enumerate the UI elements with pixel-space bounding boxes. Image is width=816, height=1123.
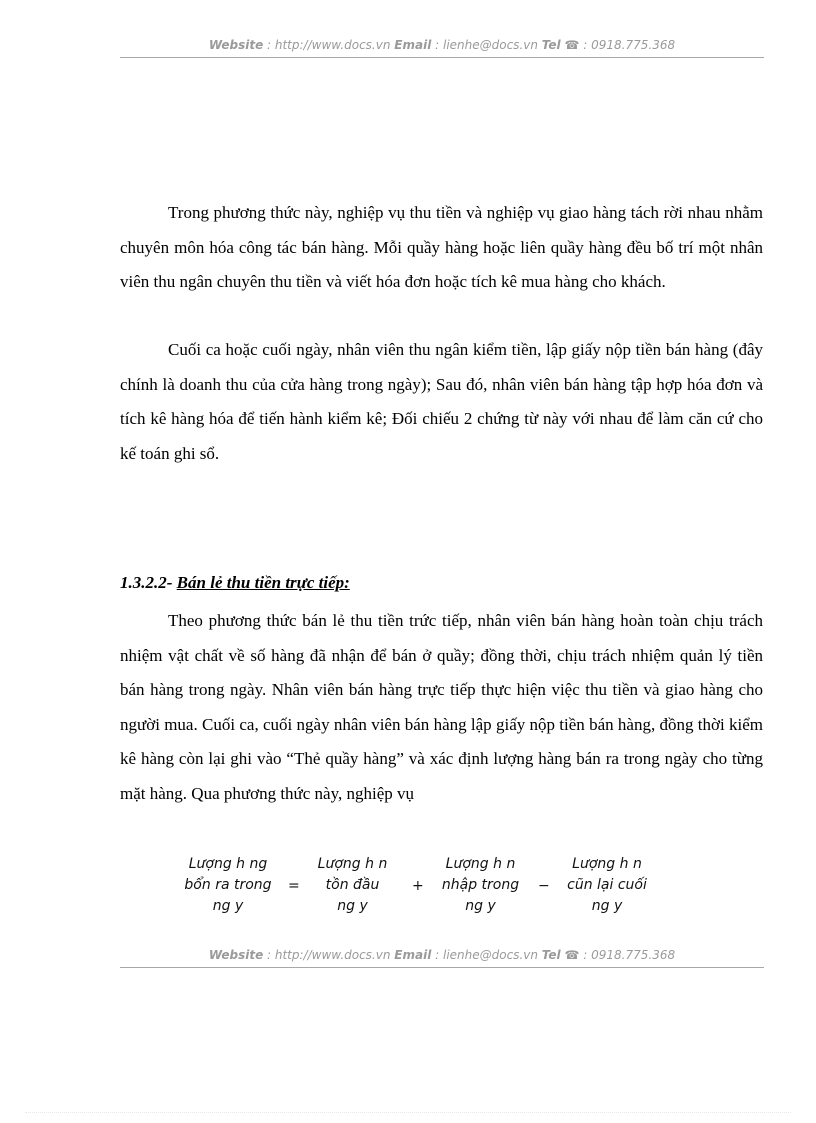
plus-operator: + [412, 878, 424, 894]
term-line: nhập trong [441, 877, 520, 893]
website-value: : http://www.docs.vn [263, 948, 395, 962]
formula-term-closing [552, 854, 662, 917]
website-label: Website [208, 948, 264, 962]
formula-term-opening [300, 854, 405, 917]
sales-formula [160, 854, 680, 924]
paragraph-2-text: Cuối ca hoặc cuối ngày, nhân viên thu ngân kiểm tiền, lập giấy nộp tiền bán hàng (đây chính là doanh thu của cửa hàng trong ngày); Sau đó, nhân viên bán hàng tập hợp hóa đơn và tích kê hàng hóa để tiến hành kiểm kê; Đối chiếu 2 chứng từ này với nhau để làm căn cứ cho kế toán ghi sổ. [120, 340, 763, 463]
phone-icon: ☎ [564, 948, 580, 962]
tel-value: : 0918.775.368 [579, 948, 676, 962]
term-line: ng y [591, 898, 623, 914]
paragraph-2 [120, 333, 763, 471]
paragraph-1 [120, 196, 763, 300]
tel-value: : 0918.775.368 [579, 38, 676, 52]
email-value: : lienhe@docs.vn [431, 38, 542, 52]
website-value: : http://www.docs.vn [263, 38, 395, 52]
term-line: ng y [337, 898, 368, 914]
page-footer [120, 948, 764, 968]
term-line: Lượng h n [317, 856, 388, 872]
phone-icon: ☎ [564, 38, 580, 52]
term-line: ng y [212, 898, 244, 914]
section-paragraph [120, 604, 763, 811]
page-header [120, 38, 764, 58]
equals-operator: = [288, 878, 300, 894]
term-line: bổn ra trong [184, 877, 272, 893]
tel-label: Tel [541, 948, 561, 962]
section-paragraph-text: Theo phương thức bán lẻ thu tiền trức tiếp, nhân viên bán hàng hoàn toàn chịu trách nhiệm vật chất về số hàng đã nhận để bán ở quầy; đồng thời, chịu trách nhiệm quản lý tiền bán hàng trong ngày. Nhân viên bán hàng trực tiếp thực hiện việc thu tiền và giao hàng cho người mua. Cuối ca, cuối ngày nhân viên bán hàng lập giấy nộp tiền bán hàng, đồng thời kiểm kê hàng còn lại ghi vào “Thẻ quầy hàng” và xác định lượng hàng bán ra trong ngày cho từng mặt hàng. Qua phương thức này, nghiệp vụ [120, 611, 763, 803]
email-label: Email [394, 948, 432, 962]
email-label: Email [394, 38, 432, 52]
section-heading [120, 573, 350, 593]
formula-term-sold [168, 854, 288, 917]
term-line: Lượng h n [445, 856, 516, 872]
tel-label: Tel [541, 38, 561, 52]
term-line: Lượng h n [572, 856, 642, 872]
section-number: 1.3.2.2- [120, 573, 177, 592]
term-line: Lượng h ng [188, 856, 268, 872]
paragraph-1-text: Trong phương thức này, nghiệp vụ thu tiền và nghiệp vụ giao hàng tách rời nhau nhằm chuyên môn hóa công tác bán hàng. Mỗi quầy hàng hoặc liên quầy hàng đều bố trí một nhân viên thu ngân chuyên thu tiền và viết hóa đơn hoặc tích kê mua hàng cho khách. [120, 203, 763, 291]
term-line: cũn lại cuối [567, 877, 647, 893]
website-label: Website [208, 38, 264, 52]
term-line: ng y [465, 898, 496, 914]
formula-term-received [428, 854, 533, 917]
page-bottom-divider [25, 1112, 791, 1113]
email-value: : lienhe@docs.vn [431, 948, 542, 962]
section-title: Bán lẻ thu tiền trực tiếp: [176, 573, 350, 592]
minus-operator: − [538, 878, 550, 894]
term-line: tồn đầu [325, 877, 380, 893]
